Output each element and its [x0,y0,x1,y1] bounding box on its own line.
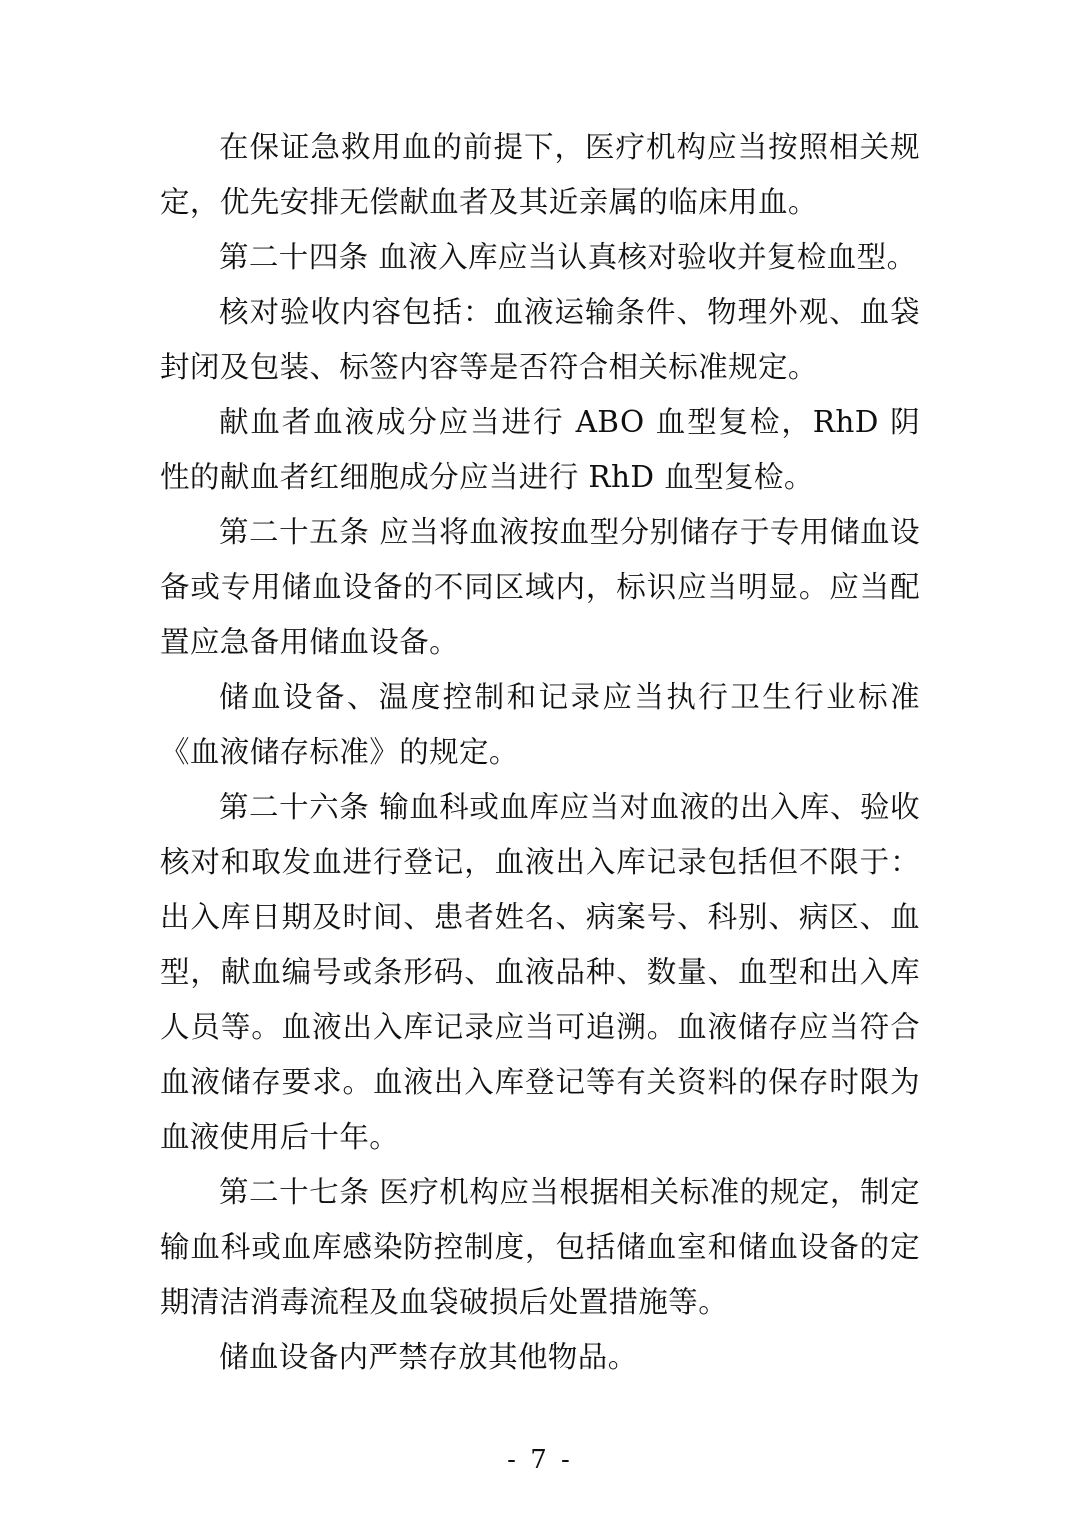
paragraph: 第二十六条 输血科或血库应当对血液的出入库、验收核对和取发血进行登记，血液出入库记录包括但不限于：出入库日期及时间、患者姓名、病案号、科别、病区、血型，献血编号或条形码、血液品种、数量、血型和出入库人员等。血液出入库记录应当可追溯。血液储存应当符合血液储存要求。血液出入库登记等有关资料的保存时限为血液使用后十年。 [160,790,920,1154]
page-number: - 7 - [507,1445,573,1475]
paragraph: 第二十四条 血液入库应当认真核对验收并复检血型。 [219,240,917,274]
document-body [160,120,920,1385]
paragraph: 储血设备、温度控制和记录应当执行卫生行业标准《血液储存标准》的规定。 [160,680,920,769]
paragraph: 献血者血液成分应当进行 ABO 血型复检，RhD 阴性的献血者红细胞成分应当进行 RhD 血型复检。 [160,405,920,494]
paragraph: 第二十五条 应当将血液按血型分别储存于专用储血设备或专用储血设备的不同区域内，标识应当明显。应当配置应急备用储血设备。 [160,515,920,659]
paragraph: 在保证急救用血的前提下，医疗机构应当按照相关规定，优先安排无偿献血者及其近亲属的临床用血。 [160,130,920,219]
paragraph: 核对验收内容包括：血液运输条件、物理外观、血袋封闭及包装、标签内容等是否符合相关标准规定。 [160,295,920,384]
paragraph: 第二十七条 医疗机构应当根据相关标准的规定，制定输血科或血库感染防控制度，包括储血室和储血设备的定期清洁消毒流程及血袋破损后处置措施等。 [160,1175,920,1319]
paragraph: 储血设备内严禁存放其他物品。 [219,1340,638,1374]
